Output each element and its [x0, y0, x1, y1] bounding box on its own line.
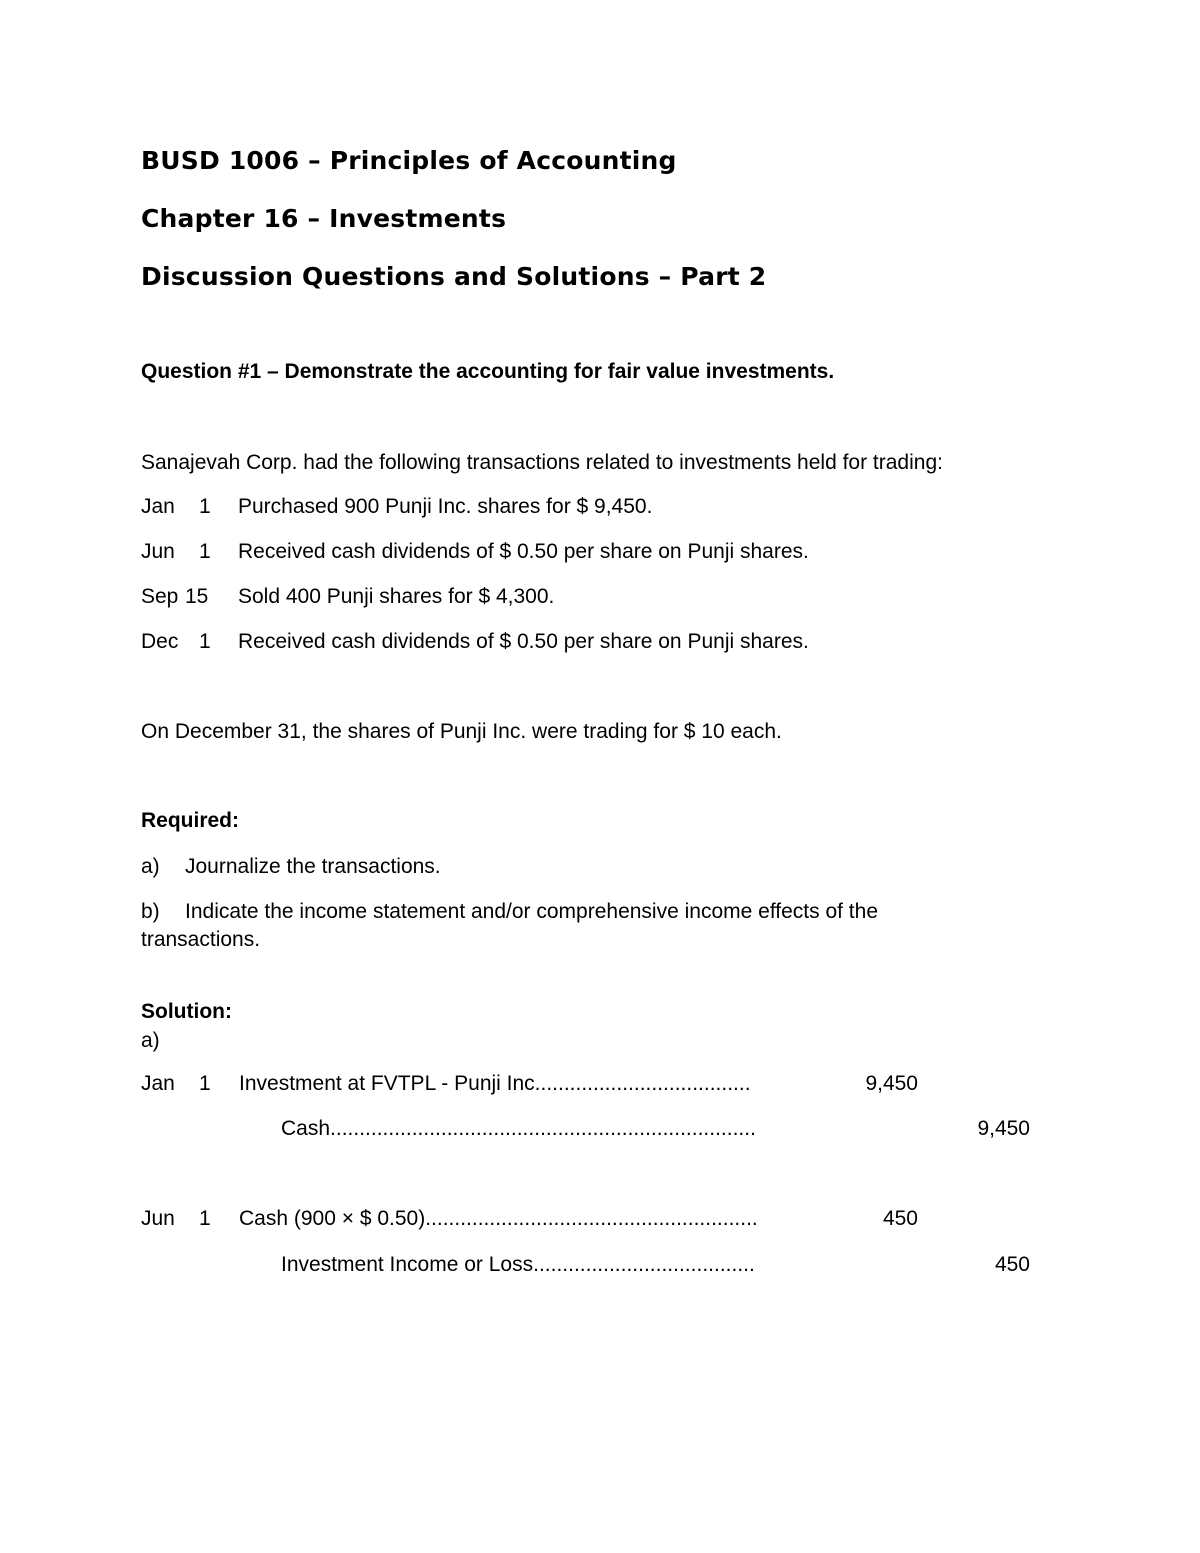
transaction-day: 1 — [199, 630, 211, 653]
debit-account: Investment at FVTPL - Punji Inc..................................... — [239, 1072, 751, 1095]
transaction-month: Jun — [141, 540, 175, 563]
chapter-title: Chapter 16 – Investments — [141, 204, 507, 233]
credit-account: Cash......................................................................... — [281, 1117, 756, 1140]
transaction-month: Jan — [141, 495, 175, 518]
entry-day: 1 — [199, 1072, 211, 1095]
required-item: Journalize the transactions. — [185, 855, 441, 878]
question-intro: Sanajevah Corp. had the following transactions related to investments held for trading: — [141, 451, 943, 474]
transaction-text: Purchased 900 Punji Inc. shares for $ 9,450. — [238, 495, 653, 518]
transaction-day: 15 — [185, 585, 209, 608]
debit-account: Cash (900 × $ 0.50)......................................................... — [239, 1207, 758, 1230]
course-title: BUSD 1006 – Principles of Accounting — [141, 146, 677, 175]
credit-amount: 450 — [994, 1253, 1030, 1276]
transaction-text: Received cash dividends of $ 0.50 per share on Punji shares. — [238, 630, 809, 653]
solution-label: Solution: — [141, 1000, 232, 1023]
question-note: On December 31, the shares of Punji Inc. were trading for $ 10 each. — [141, 720, 782, 743]
required-label: Required: — [141, 809, 240, 832]
transaction-month: Sep — [141, 585, 179, 608]
required-letter: a) — [141, 855, 160, 878]
transaction-text: Received cash dividends of $ 0.50 per share on Punji shares. — [238, 540, 809, 563]
required-item: Indicate the income statement and/or comprehensive income effects of the — [185, 900, 878, 923]
entry-month: Jun — [141, 1207, 175, 1230]
entry-month: Jan — [141, 1072, 175, 1095]
part-title: Discussion Questions and Solutions – Part 2 — [141, 262, 767, 291]
credit-amount: 9,450 — [977, 1117, 1030, 1140]
required-letter: b) — [141, 900, 160, 923]
credit-account: Investment Income or Loss...................................... — [281, 1253, 755, 1276]
debit-amount: 450 — [882, 1207, 918, 1230]
transaction-text: Sold 400 Punji shares for $ 4,300. — [238, 585, 555, 608]
question-title: Question #1 – Demonstrate the accounting for fair value investments. — [141, 360, 835, 383]
transaction-day: 1 — [199, 495, 211, 518]
entry-day: 1 — [199, 1207, 211, 1230]
transaction-month: Dec — [141, 630, 179, 653]
required-item-continued: transactions. — [141, 928, 261, 951]
transaction-day: 1 — [199, 540, 211, 563]
solution-part: a) — [141, 1029, 160, 1052]
debit-amount: 9,450 — [865, 1072, 918, 1095]
